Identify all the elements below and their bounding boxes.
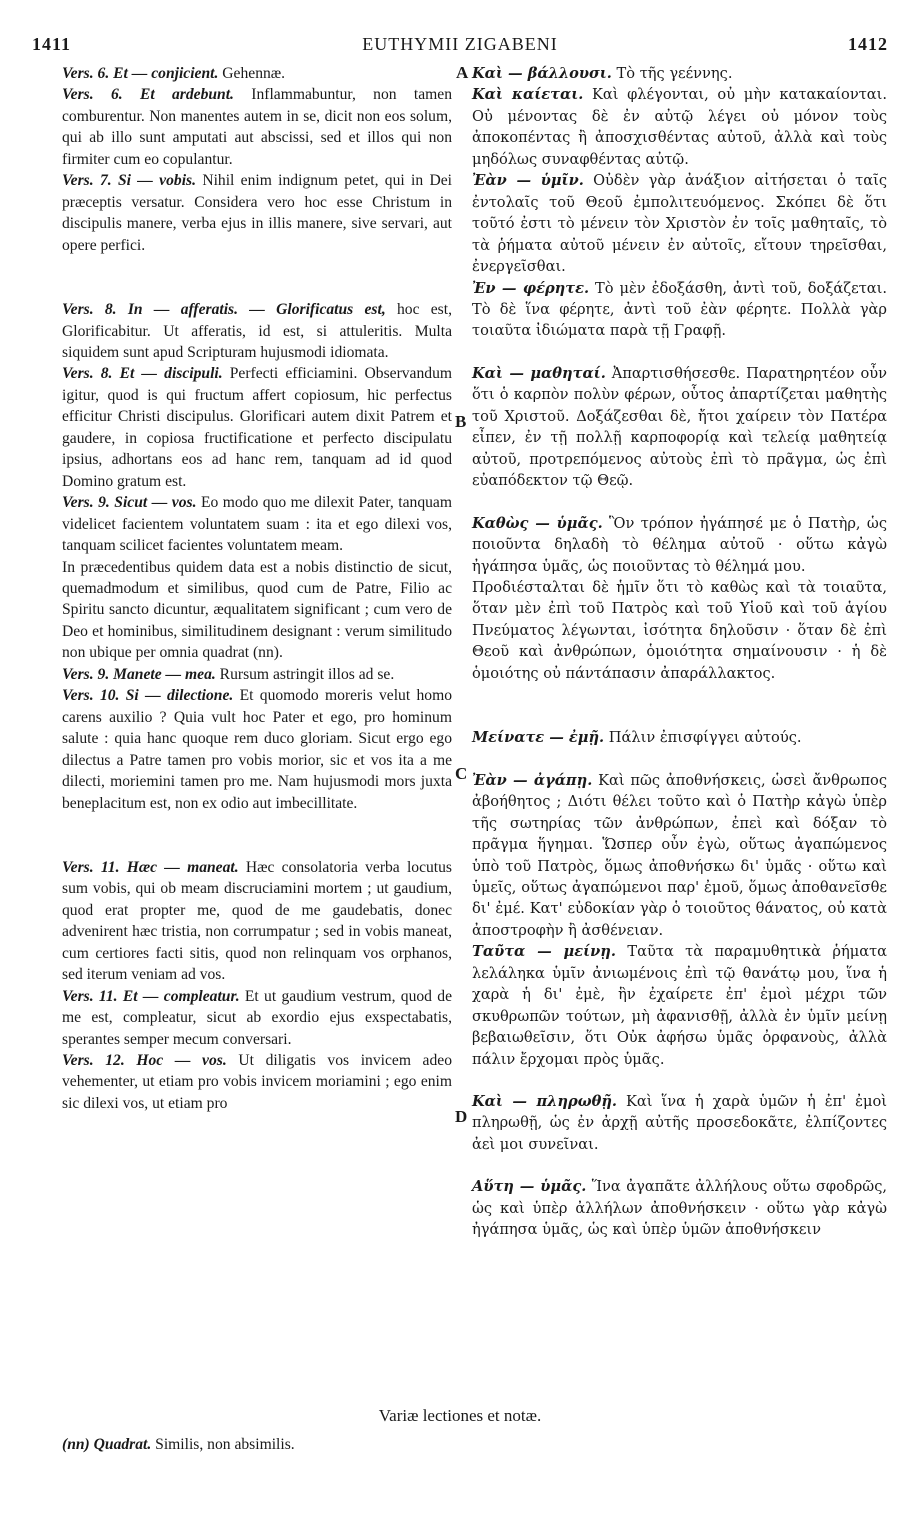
greek-text: Τὸ μὲν ἐδοξάσθη, ἀντὶ τοῦ, δοξάζεται. Τὸ δὲ ἵνα φέρητε, ἀντὶ τοῦ ἐὰν φέρητε. Πολλὰ γὰρ τοιαῦτα ἰδιώματα παρὰ τῇ Γραφῇ.: [472, 279, 888, 340]
greek-lemma: Ἐὰν — ὑμῖν.: [472, 172, 584, 190]
section-marker-b: B: [455, 412, 467, 431]
latin-lemma: Vers. 7. Si — vobis.: [62, 172, 196, 190]
latin-text: In præcedentibus quidem data est a nobis distinctio de sicut, quemadmodum et similibus, quod cum de Patre, Filio ac Spiritu sancto dicuntur, æqualitatem significant ; cum vero de Deo et hominibus, similitudinem designant : verum similitudo non ubique per omnia quadrat (nn).: [62, 558, 452, 662]
greek-paragraph: [472, 84, 887, 170]
section-marker-c: C: [455, 764, 468, 783]
greek-text: Ὃν τρόπον ἠγάπησέ με ὁ Πατὴρ, ὡς ποιοῦντα δηλαδὴ τὸ θέλημα αὐτοῦ · οὕτω κἀγὼ ἠγάπησα ὑμᾶς, ὡς ποιοῦντας τὸ θέλημά μου.: [472, 514, 887, 575]
latin-lemma: Vers. 8. Et — discipuli.: [62, 365, 223, 383]
latin-lemma: Vers. 11. Hæc — maneat.: [62, 858, 239, 876]
latin-text: Hæc consolatoria verba locutus sum vobis, qui ob meam discruciamini mortem ; ut gaudium, quod erat propter me, quod de me gaudebatis, donec advenirent hæc tristia, non corrumpatur ; sed in vobis maneat, cum certiores facti sitis, quod non relinquam vos orphanos, sed iterum veniam ad vos.: [62, 858, 452, 984]
latin-lemma: Vers. 9. Sicut — vos.: [62, 494, 197, 512]
greek-lemma: Αὕτη — ὑμᾶς.: [472, 1178, 587, 1196]
footnote: [62, 1436, 862, 1454]
latin-paragraph: [62, 664, 452, 685]
latin-paragraph: [62, 299, 452, 363]
notes-heading: Variæ lectiones et notæ.: [378, 1406, 542, 1425]
latin-paragraph: [62, 84, 452, 170]
latin-lemma: Vers. 8. In — afferatis. — Glorificatus est,: [62, 301, 386, 319]
greek-lemma: Καθὼς — ὑμᾶς.: [472, 514, 603, 532]
page-header: [32, 34, 888, 58]
latin-paragraph: [62, 363, 452, 492]
footnote-label: (nn) Quadrat.: [62, 1436, 152, 1453]
greek-paragraph: [472, 513, 887, 577]
greek-paragraph: [472, 1176, 887, 1240]
latin-paragraph: [62, 857, 452, 986]
greek-paragraph: [472, 941, 887, 1070]
greek-paragraph: [472, 363, 887, 492]
greek-lemma: Καὶ — μαθηταί.: [472, 364, 606, 382]
greek-text: Καὶ πῶς ἀποθνήσκεις, ὡσεὶ ἄνθρωπος ἀβοήθητος ; Διότι θέλει τοῦτο καὶ ὁ Πατὴρ κἀγὼ ὑπὲρ τῆς σωτηρίας τῶν ἀνθρώπων, ἐπεὶ καὶ δόξαν τὸ πρᾶγμα ἥγημαι. Ὥσπερ οὖν ἐγὼ, οὕτως ἀγαπώμενος ὑπὸ τοῦ Πατρὸς, ὅμως ἀποθνήσκω δι' ὑμᾶς · οὕτω καὶ ὑμεῖς, οὕτως ἀγαπώμενοι παρ' ἐμοῦ, ὅμως ἀποθανεῖσθε δι' ἐμέ. Κατ' εὐδοκίαν γὰρ ὁ τοιοῦτος θάνατος, οὐ κατὰ ἀποστροφὴν ἢ ἀσθένειαν.: [472, 771, 888, 939]
greek-column: [472, 63, 887, 1241]
latin-lemma: Vers. 9. Manete — mea.: [62, 665, 216, 683]
greek-text: Προδιέσταλται δὲ ἡμῖν ὅτι τὸ καθὼς καὶ τὰ τοιαῦτα, ὅταν μὲν ἐπὶ τοῦ Πατρὸς καὶ τοῦ Υἱοῦ καὶ τοῦ ἁγίου Πνεύματος λέγωνται, ἰσότητα δηλοῦσιν · ὅταν δὲ ἐπὶ Θεοῦ καὶ ἀνθρώπων, ὁμοιότητα σημαίνουσιν · ἡ δὲ ὁμοιότης οὐ πάντάπασιν ἀπαράλλακτος.: [472, 578, 887, 682]
latin-lemma: Vers. 12. Hoc — vos.: [62, 1052, 227, 1070]
greek-lemma: Ἐὰν — ἀγάπῃ.: [472, 771, 593, 789]
latin-text: Inflammabuntur, non tamen comburentur. Non manentes autem in se, dicit non eos solum, qui ab illo sunt amputati aut abscissi, sed et illos qui non firmiter cum eo copulantur.: [62, 86, 452, 168]
latin-column: [62, 63, 452, 1114]
greek-lemma: Καὶ — βάλλουσι.: [472, 65, 612, 82]
latin-lemma: Vers. 6. Et — conjicient.: [62, 65, 219, 82]
latin-text: hoc est, Glorificabitur. Ut afferatis, id est, si attuleritis. Multa siquidem sunt apud Scripturam hujusmodi idiomata.: [62, 301, 452, 361]
greek-paragraph: [472, 278, 887, 342]
latin-text: Perfecti efficiamini. Observandum igitur, quod is qui fructum affert copiosum, hic perfectus efficitur Christi discipulus. Glorificari autem dixit Patrem et gaudere, in copiosa fructificatione et perfecto discipulatu ipsius, adhortans eos ad hanc rem, tanquam ad id quod Domino gratum est.: [62, 365, 452, 490]
latin-paragraph: [62, 63, 452, 84]
greek-text: Καὶ ἵνα ἡ χαρὰ ὑμῶν ἡ ἐπ' ἐμοὶ πληρωθῇ, ὡς ἐν ἀρχῇ αὐτῆς προσεδοκᾶτε, ἐλπίζοντες ἀεὶ μοι συνεῖναι.: [472, 1093, 887, 1153]
latin-text: Et ut gaudium vestrum, quod de me est, compleatur, sicut ab exordio ejus exspectabatis, sperantes semper mecum conversari.: [62, 987, 452, 1048]
greek-paragraph: [472, 1091, 887, 1155]
greek-paragraph: [472, 170, 887, 277]
greek-lemma: Μείνατε — ἐμῇ.: [472, 729, 605, 747]
greek-lemma: Ταῦτα — μείνῃ.: [472, 943, 616, 961]
footnote-text: Similis, non absimilis.: [151, 1436, 295, 1453]
greek-text: Καὶ φλέγονται, οὐ μὴν κατακαίονται. Οὐ μένοντας δὲ ἐν αὐτῷ λέγει οὐ μόνον τοὺς ἀποκοπέντας ἢ ἀποσχισθέντας αὐτοῦ, ἀλλὰ καὶ τοὺς μηδόλως συναφθέντας αὐτῷ.: [472, 86, 887, 168]
latin-paragraph: [62, 557, 452, 664]
latin-paragraph: [62, 685, 452, 814]
latin-paragraph: [62, 170, 452, 256]
latin-paragraph: [62, 492, 452, 556]
greek-paragraph: [472, 63, 887, 84]
section-marker-a: A: [456, 63, 469, 82]
latin-text: Eo modo quo me dilexit Pater, tanquam videlicet facientem voluntatem suam : ita et ego dilexi vos, tanquam scilicet facientes voluntatem meam.: [62, 494, 452, 555]
latin-text: Nihil enim indignum petet, qui in Dei præceptis versatur. Considera vero hoc esse Christum in discipulis manere, verba ejus in illis manere, sive servari, aut opere perfici.: [62, 172, 452, 254]
left-page-number: 1411: [32, 34, 72, 54]
greek-text: Ἵνα ἀγαπᾶτε ἀλλήλους οὕτω σφοδρῶς, ὡς καὶ ὑπὲρ ἀλλήλων ἀποθνήσκειν · οὕτω γὰρ κἀγὼ ἠγάπησα ὑμᾶς, ὡς καὶ ὑπὲρ ὑμῶν ἀποθνήσκειν: [472, 1178, 888, 1239]
latin-text: Ut diligatis vos invicem adeo vehementer, ut etiam pro vobis invicem moriamini ; ego enim sic dilexi vos, ut etiam pro: [62, 1052, 452, 1112]
greek-text: Ἀπαρτισθήσεσθε. Παρατηρητέον οὖν ὅτι ὁ καρπὸν πολὺν φέρων, οὗτος ἀπαρτίζεται μαθητὴς τοῦ Χριστοῦ. Δοξάζεσθαι δὲ, ἤτοι χαίρειν τὸν Πατέρα εἶπεν, ἐν τῇ πολλῇ καρποφορίᾳ καὶ τελείᾳ μαθητείᾳ αὐτοῦ, προτρεπόμενος αὐτοὺς ἐπὶ τὸ πρᾶγμα, ὡς ἐπὶ εὐαπόδεκτον τῷ Θεῷ.: [472, 364, 888, 490]
greek-paragraph: [472, 770, 887, 942]
latin-text: Gehennæ.: [218, 65, 286, 82]
greek-lemma: Καὶ — πληρωθῇ.: [472, 1093, 618, 1111]
latin-paragraph: [62, 986, 452, 1050]
latin-lemma: Vers. 10. Si — dilectione.: [62, 687, 234, 705]
running-title: EUTHYMII ZIGABENI: [362, 34, 558, 54]
latin-lemma: Vers. 6. Et ardebunt.: [62, 86, 234, 104]
greek-text: Πάλιν ἐπισφίγγει αὐτούς.: [604, 729, 802, 747]
greek-lemma: Ἐν — φέρητε.: [472, 279, 590, 297]
right-page-number: 1412: [848, 34, 888, 54]
greek-text: Οὐδὲν γὰρ ἀνάξιον αἰτήσεται ὁ ταῖς ἐντολαῖς τοῦ Θεοῦ ἐμπολιτευόμενος. Σκόπει δὲ ὅτι τοῦτό ἐστι τὸ μένειν τὸν Χριστὸν ἐν τοῖς μαθηταῖς, τὸ τὰ ῥήματα αὐτοῦ μένειν ἐν αὐτοῖς, εἴτουν τηρεῖσθαι, ἐνεργεῖσθαι.: [472, 172, 887, 276]
latin-text: Rursum astringit illos ad se.: [215, 665, 395, 683]
latin-paragraph: [62, 1050, 452, 1114]
section-marker-d: D: [455, 1107, 468, 1126]
greek-text: Τὸ τῆς γεέννης.: [611, 65, 733, 82]
latin-lemma: Vers. 11. Et — compleatur.: [62, 987, 240, 1005]
greek-lemma: Καὶ καίεται.: [472, 86, 584, 104]
greek-paragraph: [472, 577, 887, 684]
latin-text: Et quomodo moreris velut homo carens auxilio ? Quia vult hoc Pater et ego, pro hominum salute : quia hanc quoque rem duco gloriam. Sicut ergo ego dilectus a Patre tamen pro vobis morior, sic et vos ita a me dilecti, moriemini tamen pro me. Nam hujusmodi mors juxta beneplacitum est, non ex odio aut imbecillitate.: [62, 687, 452, 812]
greek-paragraph: [472, 727, 887, 748]
greek-text: Ταῦτα τὰ παραμυθητικὰ ῥήματα λελάληκα ὑμῖν ἀνιωμένοις ἐπὶ τῷ θανάτῳ μου, ἵνα ἡ χαρὰ ἡ δι' ἐμὲ, ἣν ἐχαίρετε ἐπ' ἐμοὶ μέχρι τῶν σκυθρωπῶν τούτων, μὴ ἀφανισθῇ, ἀλλὰ ἐν ὑμῖν μείνῃ βεβαιωθεῖσιν, ὅτι Οὐκ ἀφήσω ὑμᾶς ὀρφανοὺς, ἀλλὰ πάλιν ἔρχομαι πρὸς ὑμᾶς.: [472, 943, 887, 1068]
